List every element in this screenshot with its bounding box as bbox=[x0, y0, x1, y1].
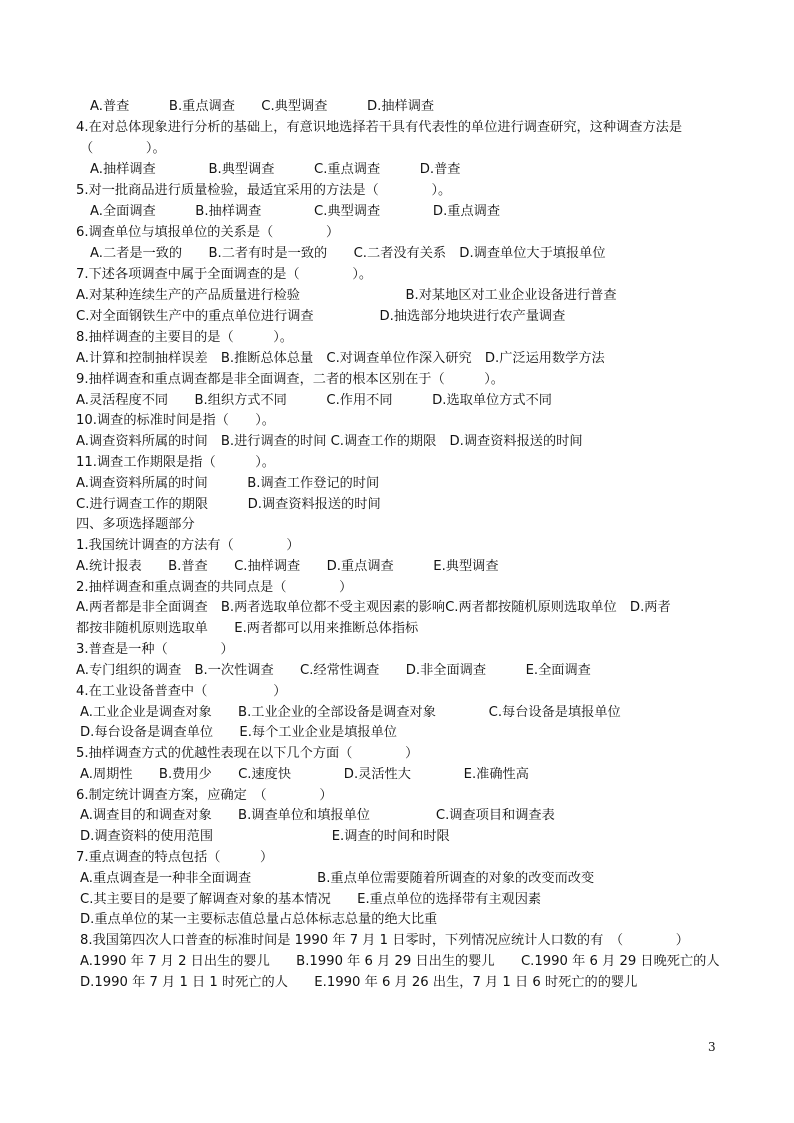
text-line: 1.我国统计调查的方法有（ ） bbox=[76, 538, 300, 553]
text-line: D.重点单位的某一主要标志值总量占总体标志总量的绝大比重 bbox=[80, 912, 438, 927]
text-line: 10.调查的标准时间是指（ ）。 bbox=[76, 413, 275, 428]
text-line: D.调查资料的使用范围 E.调查的时间和时限 bbox=[80, 829, 450, 844]
text-line: A.重点调查是一种非全面调查 B.重点单位需要随着所调查的对象的改变而改变 bbox=[80, 871, 595, 886]
text-line: D.1990 年 7 月 1 日 1 时死亡的人 E.1990 年 6 月 26 出生，7 月 1 日 6 时死亡的的婴儿 bbox=[80, 975, 638, 990]
text-line: C.对全面钢铁生产中的重点单位进行调查 D.抽选部分地块进行农产量调查 bbox=[76, 309, 566, 324]
page-number: 3 bbox=[708, 1040, 716, 1054]
text-line: 11.调查工作期限是指（ ）。 bbox=[76, 455, 275, 470]
text-line: 6.调查单位与填报单位的关系是（ ） bbox=[76, 225, 340, 240]
text-line: 5.抽样调查方式的优越性表现在以下几个方面（ ） bbox=[76, 746, 419, 761]
text-line: C.其主要目的是要了解调查对象的基本情况 E.重点单位的选择带有主观因素 bbox=[80, 892, 542, 907]
text-line: A.灵活程度不同 B.组织方式不同 C.作用不同 D.选取单位方式不同 bbox=[76, 393, 552, 408]
text-line: A.1990 年 7 月 2 日出生的婴儿 B.1990 年 6 月 29 日出生的婴儿 C.1990 年 6 月 29 日晚死亡的人 bbox=[80, 954, 720, 969]
text-line: A.普查 B.重点调查 C.典型调查 D.抽样调查 bbox=[90, 99, 435, 114]
text-line: A.抽样调查 B.典型调查 C.重点调查 D.普查 bbox=[90, 162, 461, 177]
text-line: A.二者是一致的 B.二者有时是一致的 C.二者没有关系 D.调查单位大于填报单位 bbox=[90, 246, 606, 261]
text-line: C.进行调查工作的期限 D.调查资料报送的时间 bbox=[76, 497, 381, 512]
text-line: A.计算和控制抽样误差 B.推断总体总量 C.对调查单位作深入研究 D.广泛运用数学方法 bbox=[76, 351, 605, 366]
text-line: 5.对一批商品进行质量检验，最适宜采用的方法是（ ）。 bbox=[76, 183, 452, 198]
text-line: 都按非随机原则选取单 E.两者都可以用来推断总体指标 bbox=[76, 621, 419, 636]
text-line: 7.重点调查的特点包括（ ） bbox=[76, 850, 274, 865]
section-heading: 四、多项选择题部分 bbox=[76, 517, 195, 532]
text-line: 4.在对总体现象进行分析的基础上，有意识地选择若干具有代表性的单位进行调查研究，这种调查方法是 bbox=[76, 120, 683, 135]
text-line: 7.下述各项调查中属于全面调查的是（ ）。 bbox=[76, 267, 373, 282]
text-line: 2.抽样调查和重点调查的共同点是（ ） bbox=[76, 580, 353, 595]
text-line: A.统计报表 B.普查 C.抽样调查 D.重点调查 E.典型调查 bbox=[76, 559, 499, 574]
text-line: A.全面调查 B.抽样调查 C.典型调查 D.重点调查 bbox=[90, 204, 501, 219]
text-line: 8.抽样调查的主要目的是（ ）。 bbox=[76, 330, 293, 345]
text-line: A.工业企业是调查对象 B.工业企业的全部设备是调查对象 C.每台设备是填报单位 bbox=[80, 705, 621, 720]
text-line: A.专门组织的调查 B.一次性调查 C.经常性调查 D.非全面调查 E.全面调查 bbox=[76, 663, 591, 678]
text-line: A.调查资料所属的时间 B.调查工作登记的时间 bbox=[76, 476, 380, 491]
text-line: A.调查目的和调查对象 B.调查单位和填报单位 C.调查项目和调查表 bbox=[80, 808, 555, 823]
text-line: A.对某种连续生产的产品质量进行检验 B.对某地区对工业企业设备进行普查 bbox=[76, 288, 617, 303]
text-line: 6.制定统计调查方案，应确定 （ ） bbox=[76, 788, 333, 803]
text-line: （ ）。 bbox=[80, 141, 166, 156]
text-line: 4.在工业设备普查中（ ） bbox=[76, 684, 287, 699]
text-line: A.调查资料所属的时间 B.进行调查的时间 C.调查工作的期限 D.调查资料报送的时间 bbox=[76, 434, 583, 449]
text-line: D.每台设备是调查单位 E.每个工业企业是填报单位 bbox=[80, 725, 397, 740]
text-line: 3.普查是一种（ ） bbox=[76, 642, 234, 657]
text-line: A.两者都是非全面调查 B.两者选取单位都不受主观因素的影响C.两者都按随机原则选取单位 D.两者 bbox=[76, 600, 671, 615]
text-line: A.周期性 B.费用少 C.速度快 D.灵活性大 E.准确性高 bbox=[80, 767, 529, 782]
text-line: 9.抽样调查和重点调查都是非全面调查，二者的根本区别在于（ ）。 bbox=[76, 372, 504, 387]
text-line: 8.我国第四次人口普查的标准时间是 1990 年 7 月 1 日零时，下列情况应统计人口数的有 （ ） bbox=[80, 933, 689, 948]
